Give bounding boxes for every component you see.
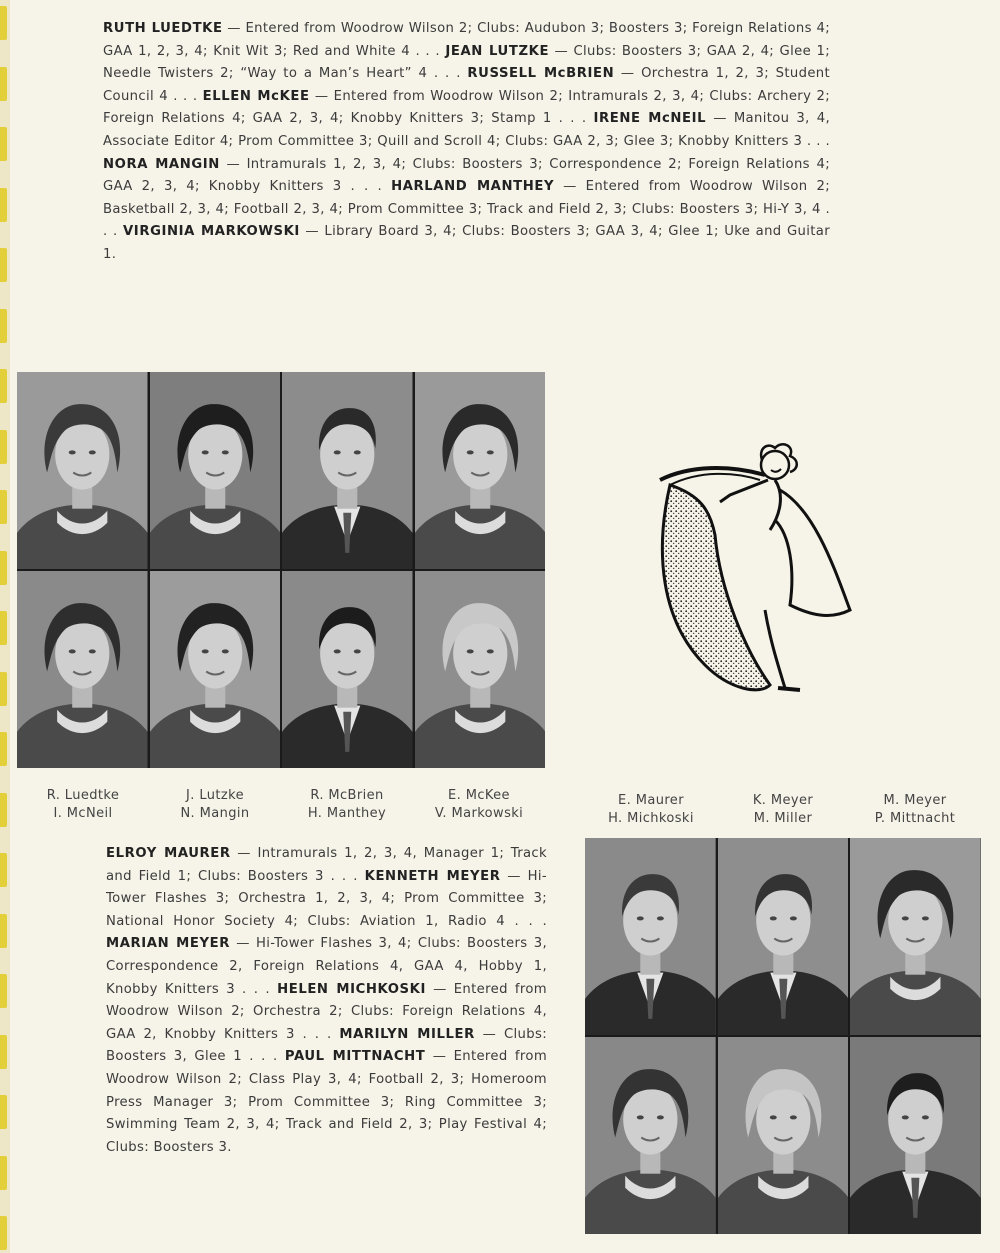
binding-tab	[0, 1216, 7, 1250]
caption-name: M. Miller	[753, 811, 813, 826]
bio-paragraph-top: RUTH LUEDTKE — Entered from Woodrow Wilson 2; Clubs: Audubon 3; Boosters 3; Foreign Relations 4; GAA 1, 2, 3, 4; Knit Wit 3; Red and White 4 . . . JEAN LUTZKE — Clubs: Boosters 3; GAA 2, 4; Glee 1; Needle Twisters 2; “Way to a Man’s Heart” 4 . . . RUSSELL McBRIEN — Orchestra 1, 2, 3; Student Council 4 . . . ELLEN McKEE — Entered from Woodrow Wilson 2; Intramurals 2, 3, 4; Clubs: Archery 2; Foreign Relations 4; GAA 2, 3, 4; Knobby Knitters 3; Stamp 1 . . . IRENE McNEIL — Manitou 3, 4, Associate Editor 4; Prom Committee 3; Quill and Scroll 4; Clubs: GAA 2, 3; Glee 3; Knobby Knitters 3 . . . NORA MANGIN — Intramurals 1, 2, 3, 4; Clubs: Boosters 3; Correspondence 2; Foreign Relations 4; GAA 2, 3, 4; Knobby Knitters 3 . . . HARLAND MANTHEY — Entered from Woodrow Wilson 2; Basketball 2, 3, 4; Football 2, 3, 4; Prom Committee 3; Track and Field 2, 3; Clubs: Boosters 3; Hi-Y 3, 4 . . . VIRGINIA MARKOWSKI — Library Board 3, 4; Clubs: Boosters 3; GAA 3, 4; Glee 1; Uke and Guitar 1.	[103, 21, 831, 262]
student-activities: Clubs: Boosters 3; GAA 2, 4; Glee 1; Needle Twisters 2; “Way to a Man’s Heart” 4 . . .	[103, 43, 831, 82]
bio-paragraph-bottom: ELROY MAURER — Intramurals 1, 2, 3, 4, Manager 1; Track and Field 1; Clubs: Boosters 3 . . . KENNETH MEYER — Hi-Tower Flashes 3; Orchestra 1, 2, 3, 4; Prom Committee 3; National Honor Society 4; Clubs: Aviation 1, Radio 4 . . . MARIAN MEYER — Hi-Tower Flashes 3, 4; Clubs: Boosters 3, Correspondence 2, Foreign Relations 4, GAA 4, Hobby 1, Knobby Knitters 3 . . . HELEN MICHKOSKI — Entered from Woodrow Wilson 2; Orchestra 2; Clubs: Foreign Relations 4, GAA 2, Knobby Knitters 3 . . . MARILYN MILLER — Clubs: Boosters 3, Glee 1 . . . PAUL MITTNACHT — Entered from Woodrow Wilson 2; Class Play 3, 4; Football 2, 3; Homeroom Press Manager 3; Prom Committee 3; Ring Committee 3; Swimming Team 2, 3, 4; Track and Field 2, 3; Play Festival 4; Clubs: Boosters 3.	[106, 846, 548, 1155]
student-portrait-m-meyer	[850, 838, 981, 1035]
binding-tab	[0, 490, 7, 524]
binding-tab	[0, 6, 7, 40]
student-portrait-lutzke	[150, 372, 281, 569]
student-activities: Library Board 3, 4; Clubs: Boosters 3; GAA 3, 4; Glee 1; Uke and Guitar 1.	[103, 224, 830, 262]
student-activities: Entered from Woodrow Wilson 2; Basketball 2, 3, 4; Football 2, 3, 4; Prom Committee 3; Track and Field 2, 3; Clubs: Boosters 3; Hi-Y 3, 4 . . .	[103, 179, 831, 240]
student-name: ELROY MAURER	[106, 846, 231, 861]
caption-name: E. Maurer	[618, 793, 684, 808]
caption-name: J. Lutzke	[186, 788, 244, 803]
student-name: NORA MANGIN	[103, 156, 220, 172]
photo-caption	[849, 792, 981, 828]
student-portrait-maurer	[585, 838, 716, 1035]
student-name: KENNETH MEYER	[364, 868, 501, 884]
student-activities: Manitou 3, 4, Associate Editor 4; Prom Committee 3; Quill and Scroll 4; Clubs: GAA 2, 3; Glee 3; Knobby Knitters 3 . . .	[103, 111, 831, 149]
student-portrait-mittnacht	[850, 1037, 981, 1234]
student-name: HELEN MICHKOSKI	[277, 981, 426, 997]
caption-name: P. Mittnacht	[874, 811, 956, 826]
binding-tab	[0, 309, 7, 343]
student-name: MARIAN MEYER	[106, 936, 230, 952]
photo-caption	[717, 792, 849, 828]
student-name: VIRGINIA MARKOWSKI	[123, 224, 300, 240]
binding-tab	[0, 974, 7, 1008]
binding-tab	[0, 914, 7, 948]
photo-caption	[585, 792, 717, 828]
binding-tab	[0, 430, 7, 464]
student-activities: Clubs: Boosters 3, Glee 1 . . .	[106, 1026, 547, 1065]
binding-tab	[0, 369, 7, 403]
student-portrait-k-meyer	[718, 838, 849, 1035]
caption-name: N. Mangin	[180, 806, 250, 821]
student-portrait-mcbrien	[282, 372, 413, 569]
photo-grid-right	[585, 838, 981, 1234]
student-name: RUSSELL McBRIEN	[467, 66, 615, 82]
student-name: HARLAND MANTHEY	[391, 179, 555, 195]
caption-name: H. Michkoski	[608, 811, 694, 826]
student-portrait-mangin	[150, 571, 281, 768]
photo-caption	[281, 787, 413, 823]
student-activities: Orchestra 1, 2, 3; Student Council 4 . . .	[103, 66, 831, 104]
binding-tab	[0, 732, 7, 766]
student-activities: Hi-Tower Flashes 3; Orchestra 1, 2, 3, 4; Prom Committee 3; National Honor Society 4; Clubs: Aviation 1, Radio 4 . . .	[106, 868, 548, 929]
student-name: MARILYN MILLER	[339, 1026, 475, 1042]
photo-captions-left	[17, 787, 545, 823]
caption-name: H. Manthey	[307, 806, 387, 821]
student-portrait-miller	[718, 1037, 849, 1234]
caption-name: M. Meyer	[883, 793, 947, 808]
student-name: IRENE McNEIL	[593, 111, 707, 127]
binding-tab	[0, 1156, 7, 1190]
student-activities: Hi-Tower Flashes 3, 4; Clubs: Boosters 3, Correspondence 2, Foreign Relations 4, GAA 4, Hobby 1, Knobby Knitters 3 . . .	[106, 936, 548, 997]
student-portrait-markowski	[415, 571, 546, 768]
binding-tab	[0, 551, 7, 585]
binding-tab	[0, 127, 7, 161]
caption-name: I. McNeil	[53, 806, 113, 821]
caption-name: K. Meyer	[752, 793, 814, 808]
binding-tab	[0, 248, 7, 282]
photo-caption	[413, 787, 545, 823]
caption-name: R. McBrien	[310, 788, 384, 803]
photo-caption	[17, 787, 149, 823]
dancing-girl-illustration	[650, 440, 870, 700]
student-portrait-luedtke	[17, 372, 148, 569]
student-name: RUTH LUEDTKE	[103, 21, 223, 36]
photo-grid-left	[17, 372, 545, 768]
student-name: ELLEN McKEE	[202, 88, 310, 104]
binding-tab	[0, 188, 7, 222]
binding-tab	[0, 853, 7, 887]
photo-caption	[149, 787, 281, 823]
student-activities: Entered from Woodrow Wilson 2; Orchestra 2; Clubs: Foreign Relations 4, GAA 2, Knobby Knitters 3 . . .	[106, 981, 548, 1042]
student-activities: Intramurals 1, 2, 3, 4; Clubs: Boosters 3; Correspondence 2; Foreign Relations 4; GAA 2, 3, 4; Knobby Knitters 3 . . .	[103, 156, 830, 195]
binding-tab	[0, 611, 7, 645]
student-activities: Entered from Woodrow Wilson 2; Clubs: Audubon 3; Boosters 3; Foreign Relations 4; GAA 1, 2, 3, 4; Knit Wit 3; Red and White 4 . . .	[103, 21, 831, 59]
student-activities: Intramurals 1, 2, 3, 4, Manager 1; Track and Field 1; Clubs: Boosters 3 . . .	[106, 846, 547, 884]
binding-tab	[0, 1035, 7, 1069]
student-activities: Entered from Woodrow Wilson 2; Intramurals 2, 3, 4; Clubs: Archery 2; Foreign Relations 4; GAA 2, 3, 4; Knobby Knitters 3; Stamp 1 . . .	[103, 88, 831, 127]
caption-name: E. McKee	[448, 788, 510, 803]
binding-tab	[0, 67, 7, 101]
student-portrait-mckee	[415, 372, 546, 569]
student-portrait-michkoski	[585, 1037, 716, 1234]
student-name: JEAN LUTZKE	[445, 43, 550, 59]
binding-tab	[0, 793, 7, 827]
photo-captions-right	[585, 792, 981, 828]
student-portrait-mcneil	[17, 571, 148, 768]
binding-tab	[0, 1095, 7, 1129]
caption-name: R. Luedtke	[46, 788, 120, 803]
student-portrait-manthey	[282, 571, 413, 768]
student-name: PAUL MITTNACHT	[284, 1049, 426, 1065]
binding-tab	[0, 672, 7, 706]
student-activities: Entered from Woodrow Wilson 2; Class Play 3, 4; Football 2, 3; Homeroom Press Manager 3; Prom Committee 3; Ring Committee 3; Swimming Team 2, 3, 4; Track and Field 2, 3; Play Festival 4; Clubs: Boosters 3.	[106, 1049, 548, 1155]
caption-name: V. Markowski	[434, 806, 524, 821]
